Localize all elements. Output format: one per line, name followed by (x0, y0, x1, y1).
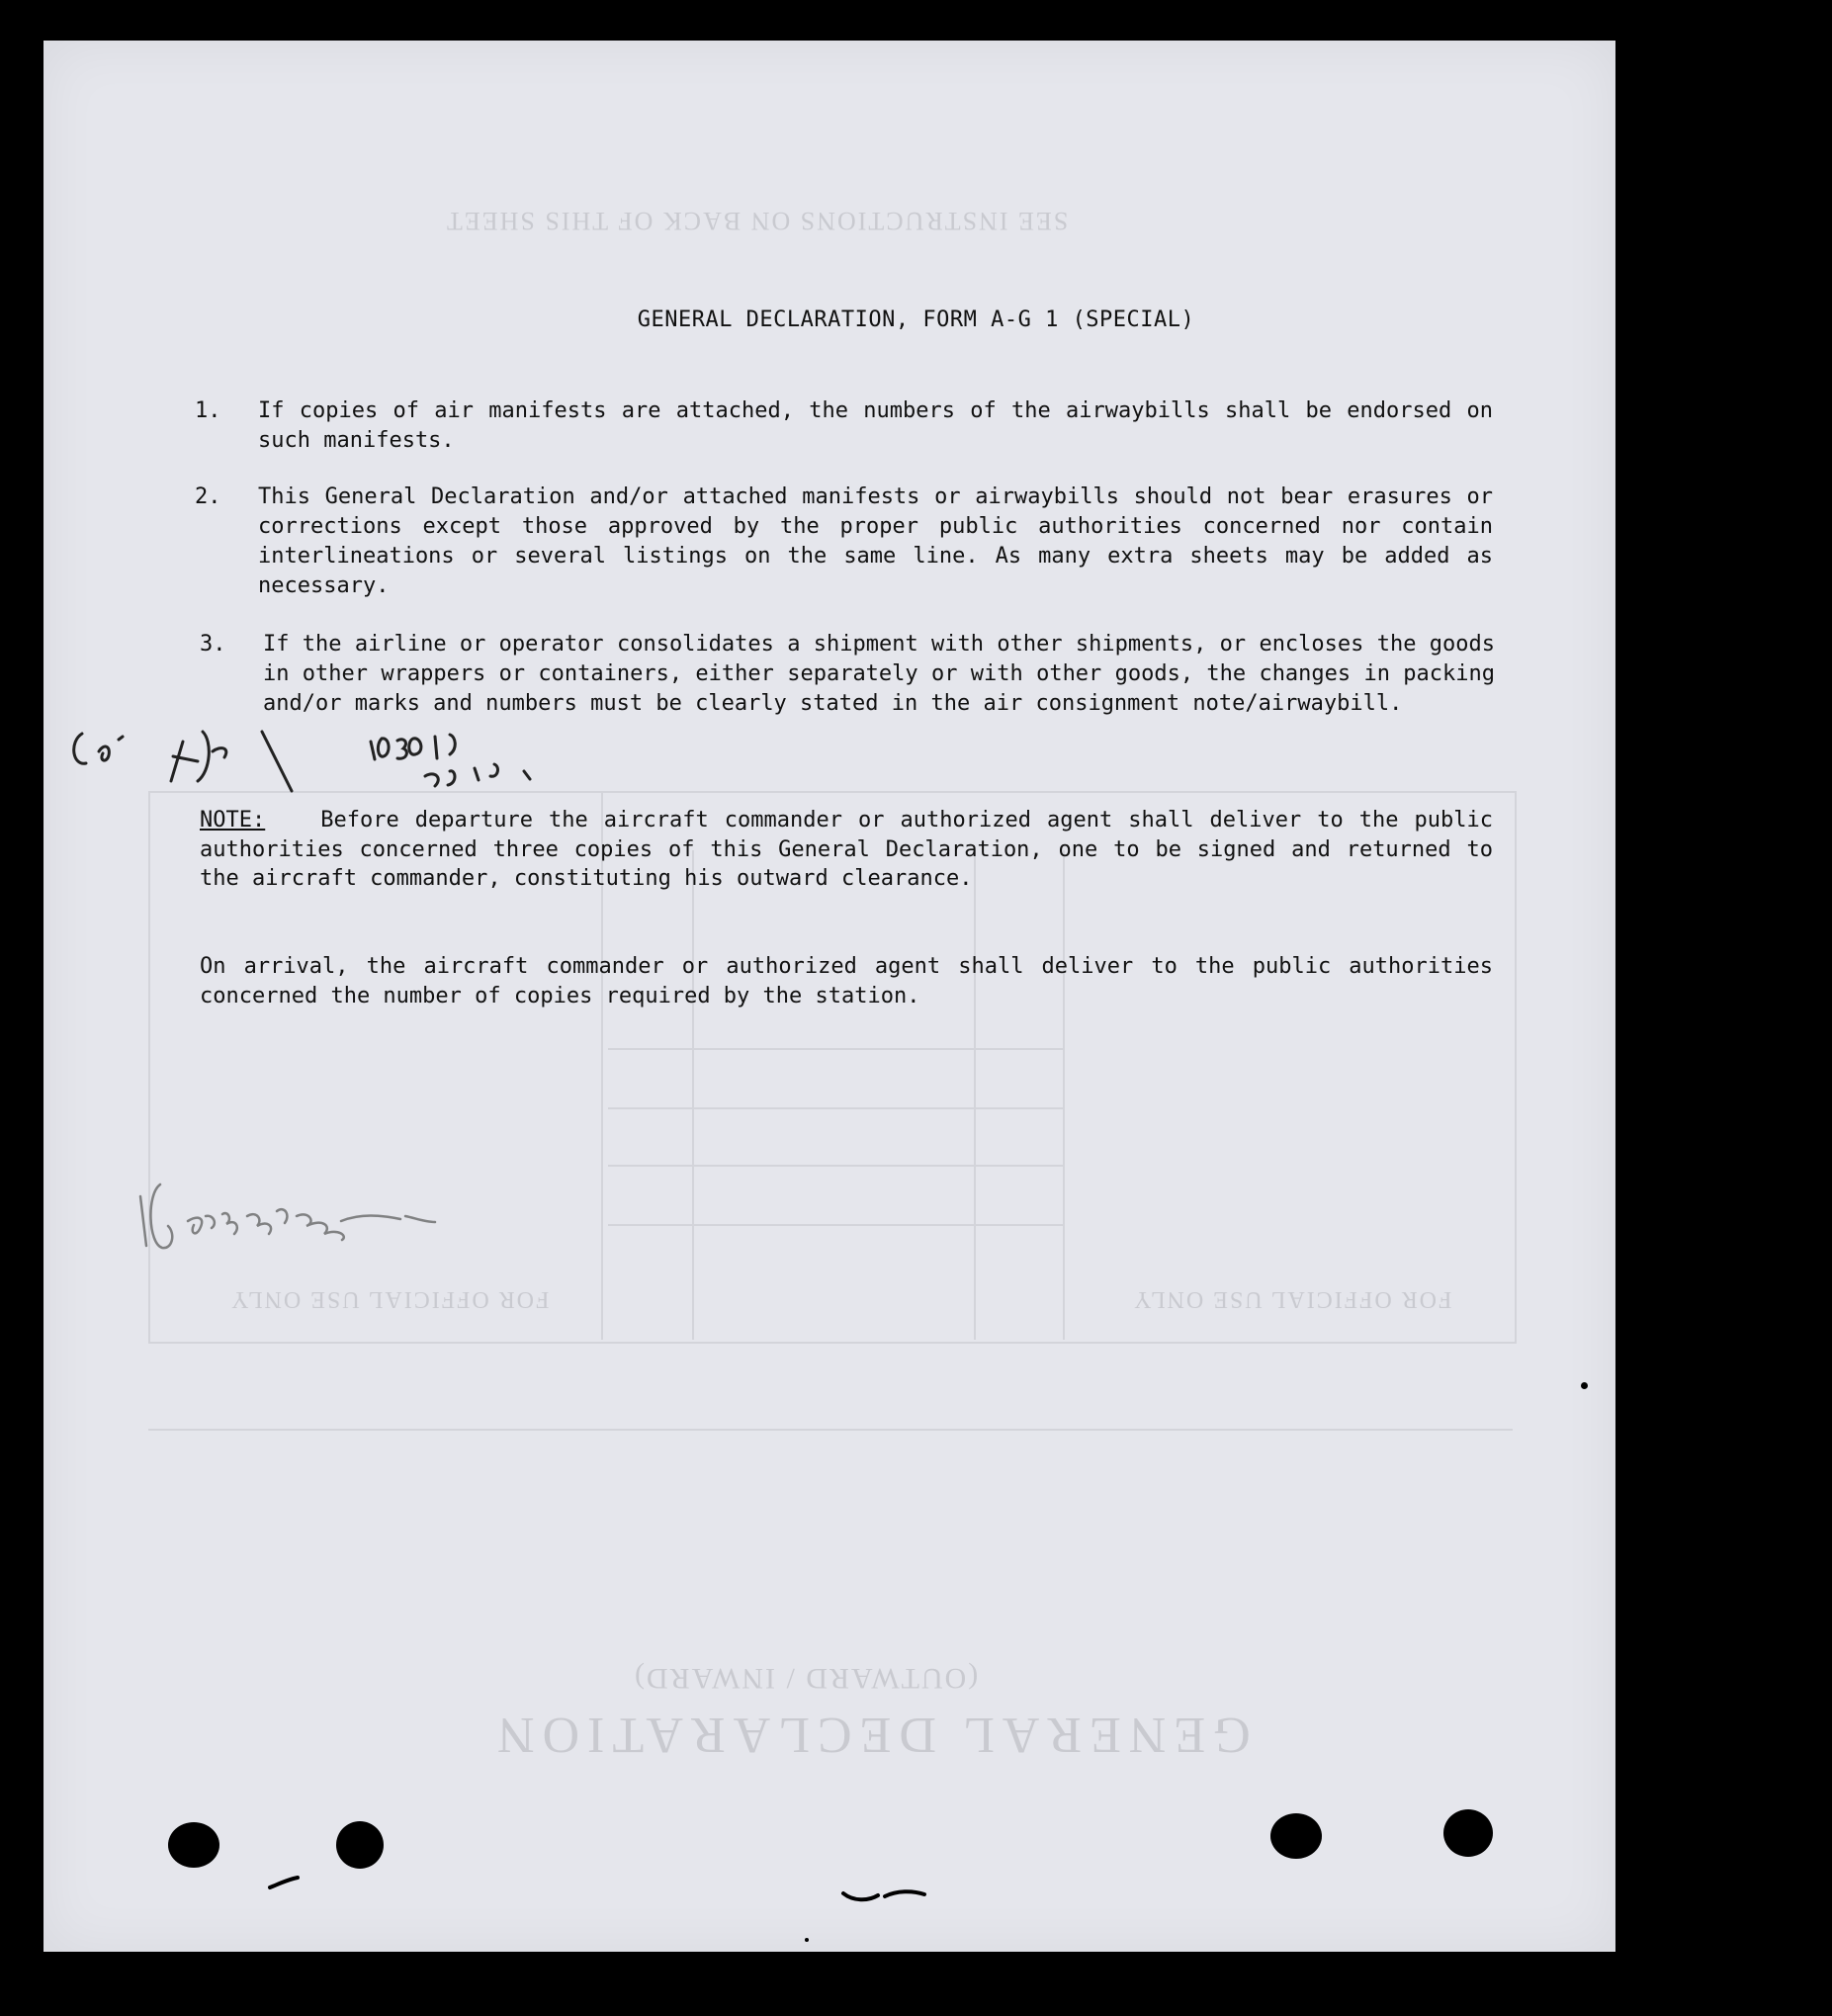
ink-speck (805, 1938, 809, 1942)
arrival-text: On arrival, the aircraft commander or authorized agent shall deliver to the public authorities concerned the number of copies required by the station. (200, 954, 1493, 1008)
bleed-through-left-cell: FOR OFFICIAL USE ONLY (229, 1286, 550, 1312)
bleed-through-table-row (608, 1107, 1063, 1109)
bleed-through-table-divider (974, 850, 976, 1340)
item-number: 2. (195, 484, 221, 509)
handwritten-signature (129, 1177, 484, 1266)
bleed-through-big-title: GENERAL DECLARATION (489, 1707, 1251, 1763)
note-paragraph (200, 806, 1493, 894)
bleed-through-table-row (608, 1165, 1063, 1167)
handwritten-annotation (64, 712, 361, 801)
bleed-through-table-divider (1063, 850, 1065, 1340)
ink-mark (267, 1874, 306, 1893)
punch-hole (1443, 1809, 1493, 1857)
item-text: This General Declaration and/or attached manifests or airwaybills should not bear erasures or corrections except those approved by the proper public authorities concerned nor contain interlineations or several listings on the same line. As many extra sheets may be added as necessary. (258, 484, 1493, 598)
ink-speck (1581, 1382, 1588, 1389)
ink-speck (1788, 1760, 1793, 1766)
bleed-through-top-line: SEE INSTRUCTIONS ON BACK OF THIS SHEET (445, 207, 1069, 235)
item-text: If the airline or operator consolidates a shipment with other shipments, or encloses the goods in other wrappers or containers, either separately or with other goods, the changes in packing and/or marks and numbers must be clearly stated in the air consignment note/airwaybill. (263, 632, 1495, 716)
bleed-through-table-divider (692, 850, 694, 1340)
handwritten-time (366, 727, 573, 816)
note-label: NOTE: (200, 808, 266, 833)
form-title: GENERAL DECLARATION, FORM A-G 1 (SPECIAL) (637, 307, 1195, 332)
punch-hole (336, 1821, 384, 1869)
note-text: Before departure the aircraft commander or authorized agent shall deliver to the public authorities concerned three copies of this General Declaration, one to be signed and returned to the aircraft commander, constituting his outward clearance. (200, 808, 1493, 891)
item-number: 3. (200, 632, 226, 657)
instruction-item-1 (193, 396, 1493, 456)
bleed-through-rule (148, 1429, 1513, 1431)
bleed-through-table-row (608, 1048, 1063, 1050)
bleed-through-right-cell: FOR OFFICIAL USE ONLY (1132, 1286, 1452, 1312)
bleed-through-table-row (608, 1224, 1063, 1226)
ink-mark (840, 1888, 939, 1908)
punch-hole (168, 1822, 219, 1868)
bleed-through-subtitle: (OUTWARD / INWARD) (633, 1662, 979, 1695)
item-number: 1. (195, 398, 221, 423)
punch-hole (1270, 1813, 1322, 1859)
instruction-item-2 (193, 482, 1493, 601)
item-text: If copies of air manifests are attached, the numbers of the airwaybills shall be endorsed on such manifests. (258, 398, 1493, 453)
instruction-item-3 (198, 630, 1495, 719)
arrival-paragraph (200, 952, 1493, 1010)
